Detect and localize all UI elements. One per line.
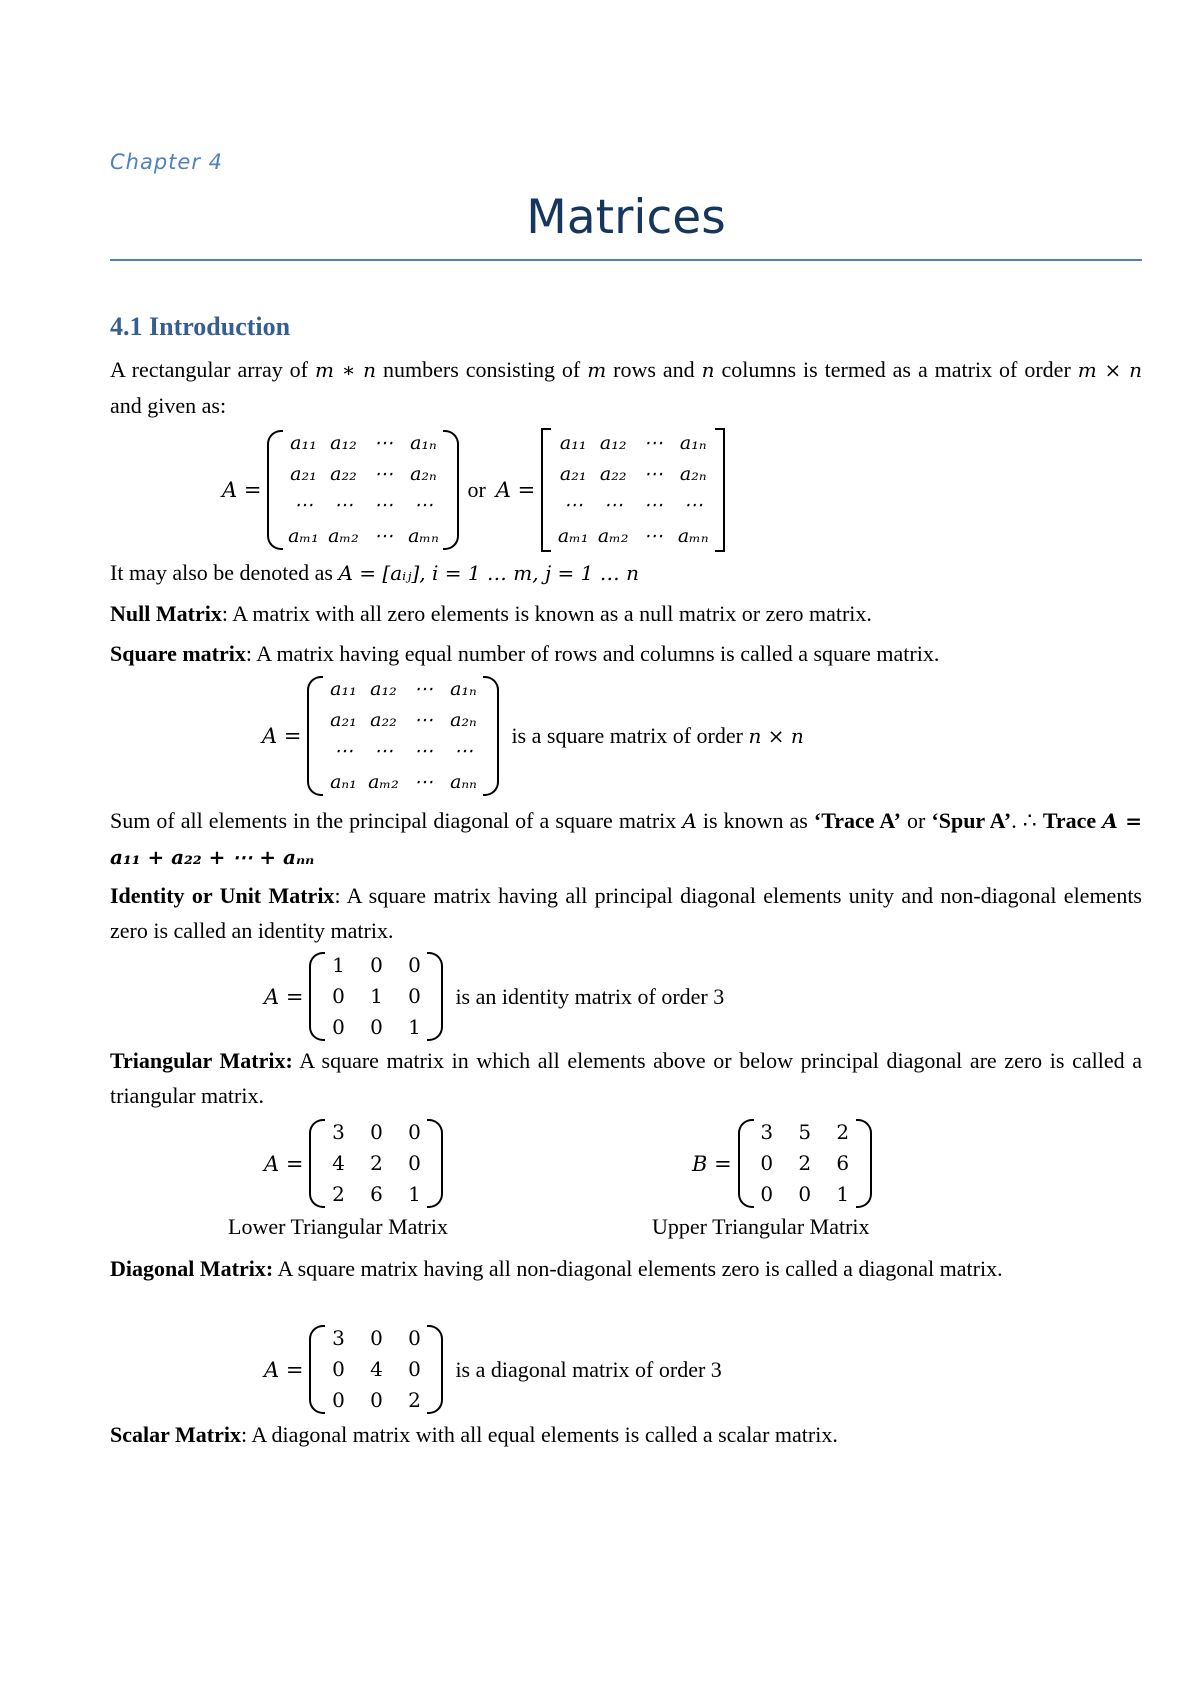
matrix-cell: ⋯ (563, 494, 583, 516)
matrix-cell: 6 (836, 1151, 850, 1175)
matrix-cell: 0 (332, 1357, 345, 1381)
diagonal-lhs: A = (264, 1357, 304, 1382)
matrix-cell: a₁₁ (330, 678, 357, 700)
matrix-cell: aₘ₁ (557, 525, 589, 547)
identity-note: is an identity matrix of order 3 (455, 983, 725, 1009)
square-matrix-note: is a square matrix of order n × n (511, 723, 804, 748)
matrix-cell: 0 (332, 984, 345, 1008)
matrix-cell: ⋯ (333, 740, 353, 762)
matrix-cell: a₂₂ (330, 463, 357, 485)
matrix-cell: ⋯ (683, 494, 703, 516)
matrix-cell: a₂ₙ (679, 463, 707, 485)
matrix-cell: a₁₁ (559, 432, 587, 454)
general-matrix-lhs: A = (222, 478, 262, 502)
matrix-cell: a₁ₙ (410, 432, 437, 454)
matrix-cell: ⋯ (373, 740, 393, 762)
matrix-cell: 0 (408, 1326, 421, 1350)
identity-equation (264, 950, 724, 1043)
matrix-cell: aₘ₂ (597, 525, 629, 547)
scalar-term: Scalar Matrix (110, 1422, 241, 1447)
matrix-cell: a₁₂ (370, 678, 397, 700)
matrix-cell: 0 (798, 1182, 812, 1206)
matrix-cell: 0 (408, 984, 421, 1008)
matrix-cell: a₁₂ (330, 432, 357, 454)
matrix-cell: aₘ₁ (288, 525, 319, 547)
square-matrix-definition: Square matrix: A matrix having equal number of rows and columns is called a square matrix. (110, 641, 940, 666)
title-rule (110, 259, 1142, 261)
matrix-cell: 3 (332, 1326, 345, 1350)
lower-triangular-caption: Lower Triangular Matrix (228, 1214, 448, 1239)
matrix-cell: 1 (332, 953, 345, 977)
matrix-cell: 0 (408, 1151, 421, 1175)
matrix-cell: 0 (370, 1015, 383, 1039)
diagonal-matrix (309, 1323, 443, 1416)
spur-term: ‘Spur A’ (931, 808, 1012, 833)
matrix-cell: ⋯ (333, 494, 353, 516)
identity-matrix (309, 950, 443, 1043)
square-matrix-term: Square matrix (110, 641, 246, 666)
matrix-cell: ⋯ (603, 494, 623, 516)
matrix-cell: a₁₂ (599, 432, 627, 454)
matrix-cell: a₂₁ (290, 463, 317, 485)
upper-triangular-caption: Upper Triangular Matrix (652, 1214, 870, 1239)
matrix-cell: aₘₙ (677, 525, 709, 547)
general-matrix-equation (222, 428, 725, 552)
matrix-cell: 6 (370, 1182, 383, 1206)
matrix-cell: a₂₂ (370, 709, 397, 731)
matrix-cell: aₙₙ (450, 771, 477, 793)
matrix-cell: 1 (408, 1015, 421, 1039)
intro-paragraph: A rectangular array of m ∗ n numbers consisting of m rows and n columns is termed as a matrix of order m × n and given as: (110, 357, 1142, 418)
triangular-definition: Triangular Matrix: A square matrix in which all elements above or below principal diagonal are zero is called a triangular matrix. (110, 1048, 1142, 1108)
matrix-cell: 4 (370, 1357, 383, 1381)
matrix-cell: ⋯ (413, 740, 433, 762)
lower-triangular-matrix (309, 1117, 443, 1210)
matrix-cell: 5 (798, 1120, 812, 1144)
trace-paragraph: Sum of all elements in the principal diagonal of a square matrix A is known as ‘Trace A’ or ‘Spur A’. ∴ Trace A = a₁₁ + a₂₂ + ⋯ + aₙₙ (110, 808, 1143, 869)
matrix-cell: aₘ₂ (328, 525, 359, 547)
section-heading: 4.1 Introduction (110, 312, 291, 341)
matrix-cell: 0 (408, 1357, 421, 1381)
matrix-cell: 2 (332, 1182, 345, 1206)
matrix-cell: aₘₙ (408, 525, 439, 547)
matrix-cell: aₙ₁ (330, 771, 357, 793)
scalar-definition: Scalar Matrix: A diagonal matrix with all equal elements is called a scalar matrix. (110, 1422, 838, 1447)
matrix-cell: 4 (332, 1151, 345, 1175)
denoted-formula: A = [aᵢⱼ], i = 1 … m, j = 1 … n (338, 561, 639, 585)
matrix-cell: ⋯ (413, 678, 433, 700)
matrix-cell: 0 (332, 1015, 345, 1039)
matrix-cell: a₁₁ (290, 432, 317, 454)
matrix-cell: ⋯ (373, 525, 393, 547)
matrix-cell: 0 (408, 1120, 421, 1144)
matrix-cell: aₘ₂ (368, 771, 399, 793)
matrix-cell: 0 (370, 1388, 383, 1412)
matrix-cell: 0 (408, 953, 421, 977)
matrix-cell: a₂₁ (559, 463, 587, 485)
matrix-cell: ⋯ (373, 463, 393, 485)
square-matrix (307, 674, 499, 798)
denoted-line: It may also be denoted as A = [aᵢⱼ], i = 1 … m, j = 1 … n (110, 560, 639, 585)
matrix-cell: 2 (408, 1388, 421, 1412)
matrix-cell: ⋯ (643, 432, 663, 454)
diagonal-equation (264, 1323, 722, 1416)
page-title: Matrices (526, 190, 726, 245)
diagonal-definition: Diagonal Matrix: A square matrix having all non-diagonal elements zero is called a diagonal matrix. (110, 1256, 1003, 1281)
matrix-cell: a₁ₙ (679, 432, 707, 454)
lower-triangular-equation (264, 1117, 443, 1210)
matrix-cell: a₂₁ (330, 709, 357, 731)
matrix-cell: 0 (370, 1326, 383, 1350)
matrix-cell: 0 (370, 953, 383, 977)
trace-term: ‘Trace A’ (813, 808, 901, 833)
matrix-cell: a₂ₙ (410, 463, 437, 485)
matrix-cell: a₁ₙ (450, 678, 477, 700)
matrix-cell: ⋯ (373, 432, 393, 454)
upper-triangular-matrix (738, 1117, 872, 1210)
matrix-cell: ⋯ (643, 463, 663, 485)
matrix-cell: a₂ₙ (450, 709, 477, 731)
chapter-label: Chapter 4 (110, 150, 223, 174)
matrix-cell: ⋯ (373, 494, 393, 516)
matrix-cell: 3 (332, 1120, 345, 1144)
identity-term: Identity or Unit Matrix (110, 883, 335, 908)
matrix-cell: 2 (370, 1151, 383, 1175)
identity-lhs: A = (264, 984, 304, 1009)
or-text: or (467, 477, 486, 502)
matrix-cell: a₂₂ (599, 463, 627, 485)
square-matrix-equation (262, 674, 804, 798)
matrix-cell: ⋯ (293, 494, 313, 516)
lower-lhs: A = (264, 1151, 304, 1176)
matrix-cell: 2 (798, 1151, 812, 1175)
matrix-cell: ⋯ (643, 494, 663, 516)
general-matrix-lhs-2: A = (495, 478, 536, 502)
matrix-cell: ⋯ (413, 709, 433, 731)
matrix-cell: 2 (836, 1120, 850, 1144)
matrix-cell: 1 (836, 1182, 850, 1206)
matrix-cell: ⋯ (643, 525, 663, 547)
matrix-cell: 0 (370, 1120, 383, 1144)
upper-lhs: B = (692, 1151, 732, 1176)
identity-definition: Identity or Unit Matrix: A square matrix having all principal diagonal elements unity and non-diagonal elements zero is called an identity matrix. (110, 883, 1142, 943)
matrix-cell: 0 (760, 1151, 774, 1175)
general-matrix-bracket (541, 428, 725, 552)
diagonal-term: Diagonal Matrix: (110, 1256, 274, 1281)
trace-formula: A = a₁₁ + a₂₂ + ⋯ + aₙₙ (110, 809, 1143, 869)
square-matrix-lhs: A = (262, 724, 302, 748)
matrix-cell: 0 (332, 1388, 345, 1412)
general-matrix-paren (267, 428, 459, 552)
null-matrix-definition: Null Matrix: A matrix with all zero elements is known as a null matrix or zero matrix. (110, 601, 872, 626)
matrix-cell: ⋯ (413, 494, 433, 516)
null-matrix-term: Null Matrix (110, 601, 222, 626)
matrix-cell: 1 (370, 984, 383, 1008)
matrix-cell: 0 (760, 1182, 774, 1206)
matrix-cell: 1 (408, 1182, 421, 1206)
matrix-cell: ⋯ (413, 771, 433, 793)
matrix-cell: 3 (760, 1120, 774, 1144)
upper-triangular-equation (692, 1117, 872, 1210)
triangular-term: Triangular Matrix: (110, 1048, 293, 1073)
matrix-cell: ⋯ (453, 740, 473, 762)
diagonal-note: is a diagonal matrix of order 3 (455, 1356, 722, 1382)
